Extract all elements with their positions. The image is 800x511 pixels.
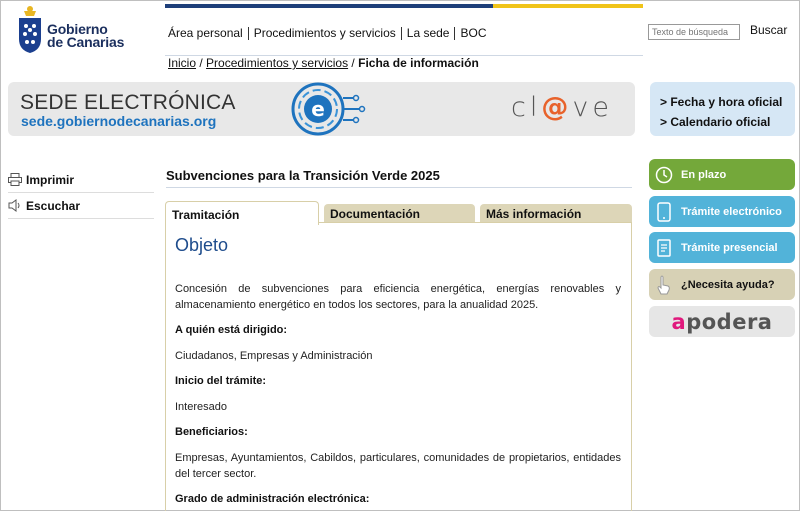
en-plazo-label: En plazo (681, 168, 727, 181)
gobierno-canarias-logo[interactable] (16, 5, 146, 57)
beneficiarios-value: Empresas, Ayuntamientos, Cabildos, particulares, comunidades de propietarios, entidades del tercer sector. (175, 452, 621, 480)
breadcrumb-home[interactable]: Inicio (168, 56, 197, 70)
logo-line1: Gobierno (47, 21, 108, 37)
dirigido-value: Ciudadanos, Empresas y Administración (175, 350, 373, 362)
hand-pointer-icon (652, 269, 676, 300)
sede-banner (8, 82, 635, 136)
nav-procedimientos[interactable]: Procedimientos y servicios (249, 27, 402, 40)
breadcrumb-section[interactable]: Procedimientos y servicios (206, 56, 349, 70)
clave-text-pre: cl (511, 92, 542, 123)
printer-icon (8, 173, 22, 186)
link-fecha-hora[interactable]: > Fecha y hora oficial (660, 95, 783, 109)
content-tabs (165, 201, 632, 223)
top-nav (168, 27, 492, 40)
electronic-e-icon (280, 78, 370, 140)
tab-mas-informacion[interactable]: Más información (480, 204, 632, 223)
apodera-logo (672, 310, 773, 334)
grado-label: Grado de administración electrónica: (175, 493, 370, 505)
print-button[interactable] (8, 167, 154, 193)
breadcrumb-separator: / (348, 56, 359, 70)
nav-la-sede[interactable]: La sede (402, 27, 456, 40)
ayuda-label: ¿Necesita ayuda? (681, 278, 775, 291)
section-heading: Objeto (175, 235, 229, 255)
speaker-icon (8, 199, 22, 212)
tab-documentacion[interactable]: Documentación (324, 204, 475, 223)
objeto-text: Concesión de subvenciones para eficiencia energética, energías renovables y almacenamiento energético en todos los sectores, para la anualidad 2025. (175, 283, 621, 311)
status-en-plazo[interactable] (649, 159, 795, 190)
coat-of-arms-icon (16, 5, 44, 55)
listen-button[interactable] (8, 193, 154, 219)
link-calendario[interactable]: > Calendario oficial (660, 115, 771, 129)
document-icon (652, 232, 676, 263)
page-tools (8, 167, 154, 219)
search-input[interactable] (648, 24, 740, 40)
apodera-button[interactable] (649, 306, 795, 337)
ayuda-button[interactable] (649, 269, 795, 300)
nav-area-personal[interactable]: Área personal (168, 27, 249, 40)
print-label: Imprimir (26, 172, 75, 187)
banner-title: SEDE ELECTRÓNICA (20, 91, 236, 114)
clave-text-post: ve (572, 92, 613, 123)
dirigido-label: A quién está dirigido: (175, 324, 288, 336)
svg-text:e: e (311, 97, 325, 121)
clave-logo[interactable] (511, 92, 613, 123)
title-divider (166, 187, 632, 188)
inicio-value: Interesado (175, 401, 227, 413)
listen-label: Escuchar (26, 198, 81, 213)
tab-tramitacion[interactable]: Tramitación (165, 201, 319, 225)
nav-boc[interactable]: BOC (460, 26, 487, 40)
breadcrumb-separator: / (196, 56, 207, 70)
tramite-electronico-button[interactable] (649, 196, 795, 227)
clave-at-icon: @ (541, 92, 573, 123)
inicio-label: Inicio del trámite: (175, 375, 267, 387)
breadcrumb (168, 56, 479, 70)
breadcrumb-current: Ficha de información (358, 56, 479, 70)
tab-panel (165, 222, 632, 511)
tramite-presencial-button[interactable] (649, 232, 795, 263)
search-button[interactable]: Buscar (750, 23, 788, 37)
page-title: Subvenciones para la Transición Verde 2025 (166, 168, 440, 183)
apodera-logo-rest: podera (686, 309, 773, 334)
banner-url[interactable]: sede.gobiernodecanarias.org (21, 113, 217, 129)
apodera-logo-a: a (671, 309, 687, 334)
tablet-icon (652, 196, 676, 227)
tramite-presencial-label: Trámite presencial (681, 241, 778, 254)
beneficiarios-label: Beneficiarios: (175, 426, 248, 438)
top-color-bar (165, 4, 643, 8)
clock-icon (652, 159, 676, 190)
tramite-electronico-label: Trámite electrónico (681, 205, 782, 218)
official-info-box (650, 82, 795, 136)
logo-line2: de Canarias (47, 34, 125, 50)
